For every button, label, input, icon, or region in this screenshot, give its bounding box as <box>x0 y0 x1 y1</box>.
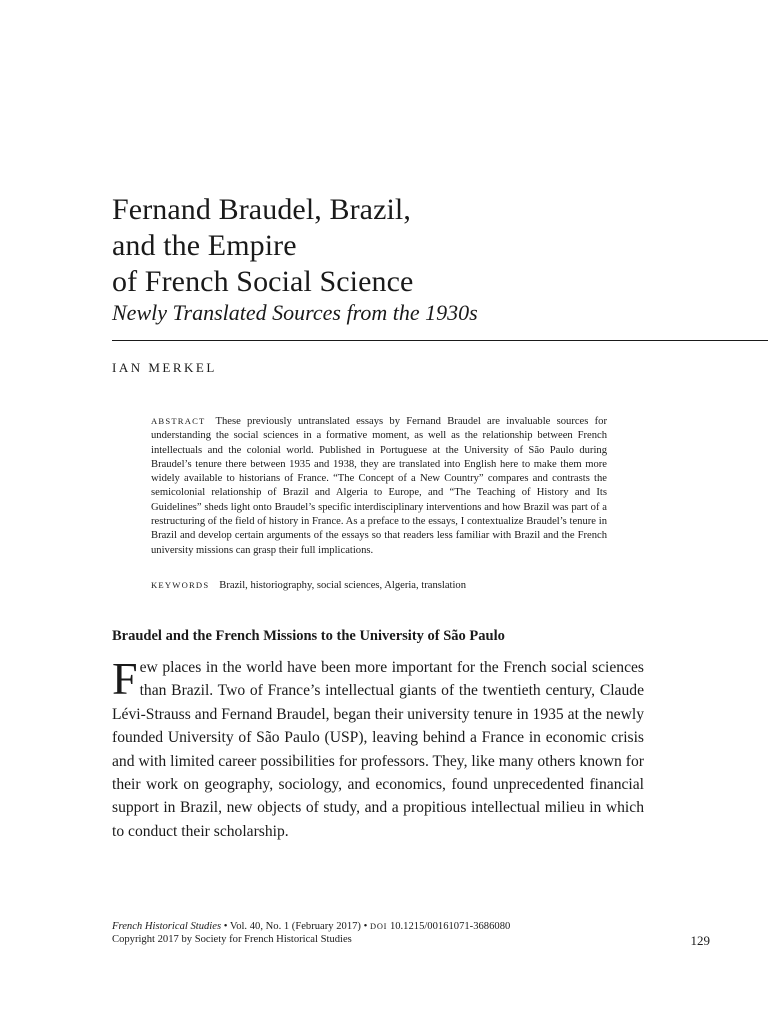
article-title-block <box>112 192 732 326</box>
article-subtitle: Newly Translated Sources from the 1930s <box>112 300 478 325</box>
keywords-label: KEYWORDS <box>151 580 210 590</box>
copyright-line: Copyright 2017 by Society for French Historical Studies <box>112 934 352 945</box>
page-footer <box>112 920 712 946</box>
section-heading: Braudel and the French Missions to the University of São Paulo <box>112 628 505 644</box>
article-title-line-2: and the Empire <box>112 229 297 262</box>
drop-cap: F <box>112 653 138 704</box>
separator-2: • <box>363 921 368 932</box>
body-paragraph-text: ew places in the world have been more important for the French social sciences than Brazil. Two of France’s intellectual giants of the twentieth century, Claude Lévi-Strauss and Fernand Braudel, began their university tenure in 1935 at the newly founded University of São Paulo (USP), leaving behind a France in economic crisis and with limited career possibilities for professors. They, like many others known for their work on geography, sociology, and economics, found unprecedented financial support in Brazil, new objects of study, and a propitious intellectual milieu in which to conduct their scholarship. <box>112 659 644 840</box>
keywords-text: Brazil, historiography, social sciences, Algeria, translation <box>219 580 467 591</box>
article-title-line-1: Fernand Braudel, Brazil, <box>112 193 411 226</box>
doi-value: 10.1215/00161071-3686080 <box>389 921 511 932</box>
issue-info: Vol. 40, No. 1 (February 2017) <box>229 921 361 932</box>
abstract <box>151 414 607 558</box>
doi-label: DOI <box>369 922 388 931</box>
body-paragraph <box>112 653 644 843</box>
journal-name: French Historical Studies <box>112 921 222 932</box>
citation-line <box>112 920 712 933</box>
abstract-text: These previously untranslated essays by Fernand Braudel are invaluable sources for understanding the social sciences in a formative moment, as well as the relationship between French intellectuals and the colonial world. Published in Portuguese at the University of São Paulo during Braudel’s tenure there between 1935 and 1938, they are translated into English here to make them more widely available to historians of France. “The Concept of a New Country” compares and contrasts the semicolonial relationship of Brazil and Algeria to Europe, and “The Teaching of History and Its Guidelines” sheds light onto Braudel’s specific interdisciplinary interventions and how Brazil was part of a restructuring of the field of history in France. As a preface to the essays, I contextualize Braudel’s tenure in Brazil and develop certain arguments of the essays so that readers less familiar with Brazil and the French university missions can grasp their full implications. <box>151 416 607 556</box>
page-number: 129 <box>690 933 710 948</box>
article-title-line-3: of French Social Science <box>112 265 414 298</box>
author-name: IAN MERKEL <box>112 360 217 375</box>
abstract-label: ABSTRACT <box>151 416 206 426</box>
keywords <box>151 578 621 593</box>
title-divider <box>112 340 768 341</box>
separator-1: • <box>223 921 228 932</box>
